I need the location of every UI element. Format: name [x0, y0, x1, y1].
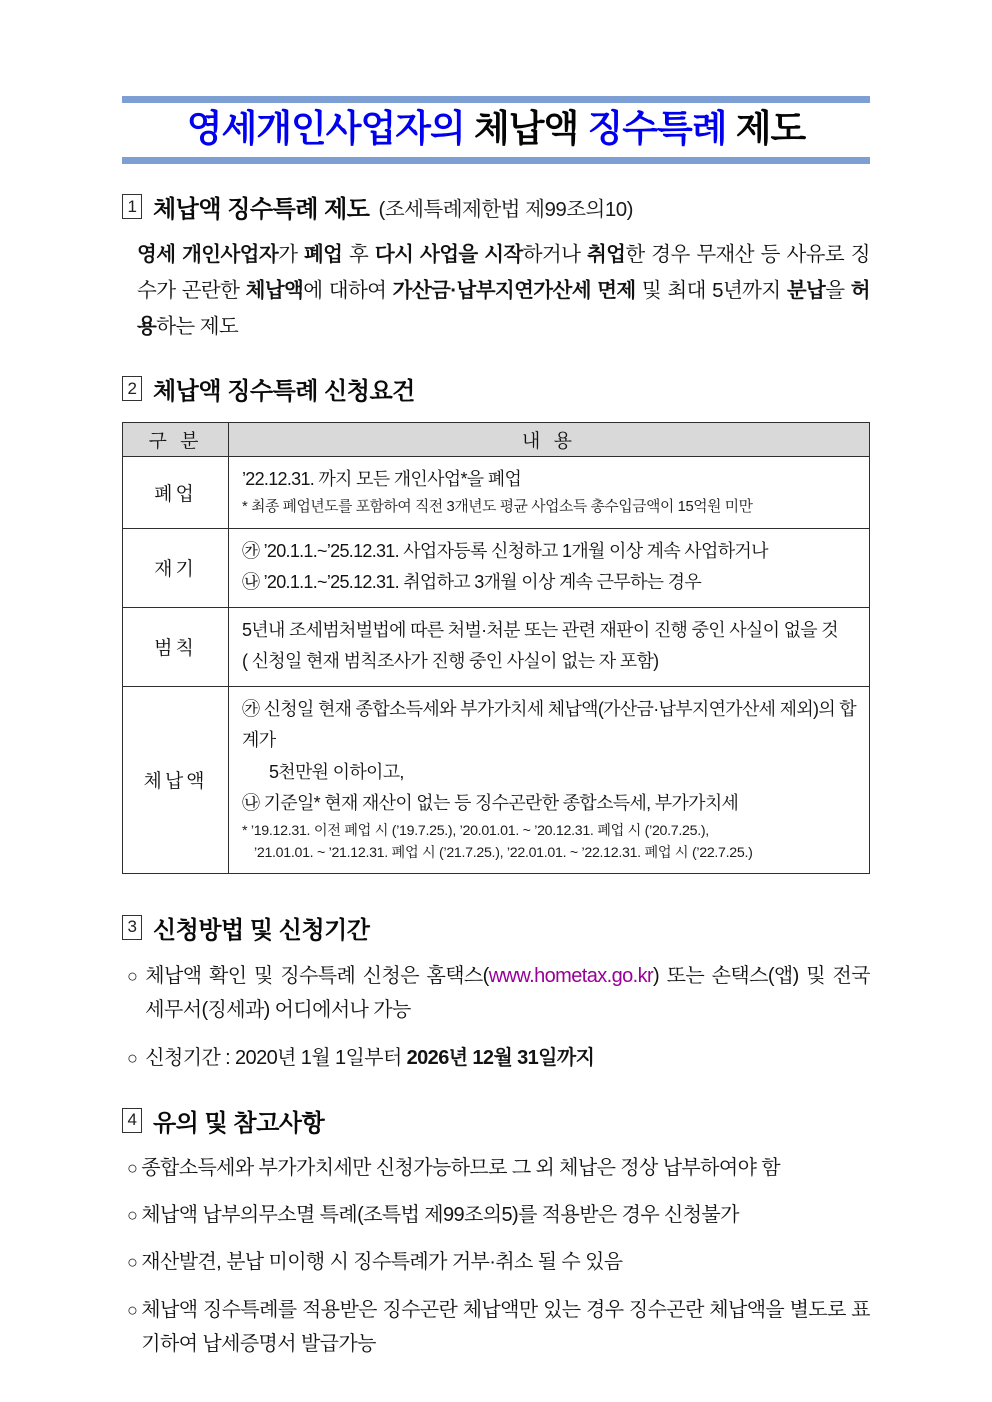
- table-footnote: ’21.01.01. ~ ’21.12.31. 폐업 시 (’21.7.25.), ’22.01.01. ~ ’22.12.31. 폐업 시 (’22.7.25.): [254, 845, 753, 862]
- row-label-restart: 재기: [123, 528, 229, 607]
- table-line: ’22.12.31. 까지 모든 개인사업*을 폐업: [242, 469, 522, 490]
- bullet-text: 체납액 징수특례를 적용받은 징수곤란 체납액만 있는 경우 징수곤란 체납액을 별도로 표기하여 납세증명서 발급가능: [141, 1298, 870, 1356]
- bullet-application-period: [127, 1041, 870, 1075]
- table-header-row: [123, 423, 870, 457]
- intro-segment: 가: [278, 243, 304, 267]
- requirements-table-body: [123, 457, 870, 873]
- requirements-table: [122, 422, 870, 873]
- section3-title: 신청방법 및 신청기간: [153, 916, 370, 944]
- bullet-segment-bold: 2026년 12월 31일까지: [406, 1047, 595, 1070]
- bullet-segment: 체납액 확인 및 징수특례 신청은 홈택스(: [145, 964, 489, 987]
- circle-bullet-icon: ○: [127, 1205, 138, 1226]
- title-segment-blue: 영세개인사업자의: [186, 108, 465, 149]
- bullet-note-3: [127, 1245, 870, 1279]
- intro-segment: 체납액: [245, 279, 304, 303]
- title-block: [122, 96, 870, 164]
- bullet-note-1: [127, 1151, 870, 1185]
- row-content-closure: [229, 457, 870, 528]
- row-content-restart: [229, 528, 870, 607]
- intro-segment: 영세 개인사업자: [137, 243, 279, 267]
- hometax-link[interactable]: www.hometax.go.kr: [488, 964, 654, 987]
- table-line: ㉯ 기준일* 현재 재산이 없는 등 징수곤란한 종합소득세, 부가가치세: [242, 793, 739, 814]
- bullet-segment: 신청기간 : 2020년 1월 1일부터: [145, 1047, 407, 1070]
- section4-number-box: 4: [122, 1108, 142, 1133]
- intro-segment: 에 대하여: [303, 279, 393, 303]
- table-header-category: 구 분: [123, 423, 229, 457]
- bullet-text: 체납액 납부의무소멸 특례(조특법 제99조의5)를 적용받은 경우 신청불가: [141, 1204, 739, 1227]
- circle-bullet-icon: ○: [127, 1048, 138, 1069]
- bullet-text: 종합소득세와 부가가치세만 신청가능하므로 그 외 체납은 정상 납부하여야 함: [141, 1156, 780, 1179]
- bullet-text: [145, 1041, 870, 1075]
- section-requirements: [122, 371, 870, 873]
- section-application: [122, 910, 870, 1076]
- section1-law-reference: (조세특례제한법 제99조의10): [378, 197, 633, 221]
- intro-segment: 취업: [586, 243, 626, 267]
- table-line: ㉮ ’20.1.1.~’25.12.31. 사업자등록 신청하고 1개월 이상 계속 사업하거나: [242, 540, 768, 561]
- overview-paragraph: [137, 237, 870, 345]
- row-label-offense: 범칙: [123, 607, 229, 686]
- section4-heading: [122, 1103, 870, 1138]
- table-header-content: 내 용: [229, 423, 870, 457]
- section3-heading: [122, 910, 870, 945]
- section2-number-box: 2: [122, 376, 142, 401]
- intro-segment: 허용: [137, 279, 870, 339]
- row-label-arrears: 체납액: [123, 686, 229, 873]
- section3-number-box: 3: [122, 915, 142, 940]
- table-line: 5천만원 이하이고,: [269, 761, 404, 782]
- intro-segment: 다시 사업을 시작: [374, 243, 523, 267]
- title-top-bar: [122, 96, 870, 103]
- intro-segment: 을: [825, 279, 851, 303]
- section4-title: 유의 및 참고사항: [153, 1109, 325, 1137]
- section-notes: [122, 1103, 870, 1362]
- intro-segment: 가산금·납부지연가산세 면제: [392, 279, 636, 303]
- section-overview: [122, 189, 870, 345]
- table-footnote: * ’19.12.31. 이전 폐업 시 (’19.7.25.), ’20.01.01. ~ ’20.12.31. 폐업 시 (’20.7.25.),: [242, 822, 709, 839]
- intro-segment: 분납: [786, 279, 826, 303]
- table-line: ㉯ ’20.1.1.~’25.12.31. 취업하고 3개월 이상 계속 근무하는 경우: [242, 572, 702, 593]
- row-content-offense: [229, 607, 870, 686]
- row-content-arrears: [229, 686, 870, 873]
- bullet-note-4: [127, 1293, 870, 1362]
- table-line: ㉮ 신청일 현재 종합소득세와 부가가치세 체납액(가산금·납부지연가산세 제외)의 합계가: [242, 698, 856, 751]
- intro-segment: 한 경우 무재산 등 사유로 징수가 곤란한: [137, 243, 870, 303]
- intro-segment: 하는 제도: [156, 315, 239, 339]
- intro-segment: 하거나: [522, 243, 587, 267]
- table-row-restart: [123, 528, 870, 607]
- title-segment-black: 체납액: [464, 108, 588, 149]
- table-row-arrears: [123, 686, 870, 873]
- bullet-note-2: [127, 1198, 870, 1232]
- table-line: ( 신청일 현재 범칙조사가 진행 중인 사실이 없는 자 포함): [242, 651, 659, 672]
- title-segment-blue: 징수특례: [587, 108, 727, 149]
- bullet-segment: ) 또는 손택스(앱) 및 전국 세무서(징세과) 어디에서나 가능: [145, 964, 870, 1021]
- bullet-text: 재산발견, 분납 미이행 시 징수특례가 거부·취소 될 수 있음: [141, 1251, 623, 1274]
- circle-bullet-icon: ○: [127, 1299, 138, 1320]
- title-bottom-bar: [122, 157, 870, 164]
- table-line: 5년내 조세범처벌법에 따른 처벌·처분 또는 관련 재판이 진행 중인 사실이 없을 것: [242, 619, 838, 640]
- section1-number-box: 1: [122, 194, 142, 219]
- section2-title: 체납액 징수특례 신청요건: [153, 378, 415, 406]
- section1-heading: [122, 189, 870, 224]
- circle-bullet-icon: ○: [127, 965, 138, 986]
- table-footnote: * 최종 폐업년도를 포함하여 직전 3개년도 평균 사업소득 총수입금액이 15억원 미만: [242, 498, 753, 515]
- table-row-offense: [123, 607, 870, 686]
- section1-title: 체납액 징수특례 제도: [153, 196, 370, 224]
- title-segment-black: 제도: [726, 108, 806, 149]
- bullet-text: [145, 959, 870, 1028]
- table-row-closure: [123, 457, 870, 528]
- row-label-closure: 폐업: [123, 457, 229, 528]
- intro-segment: 폐업: [303, 243, 343, 267]
- bullet-application-method: [127, 959, 870, 1028]
- intro-segment: 및 최대 5년까지: [635, 279, 787, 303]
- intro-segment: 후: [342, 243, 375, 267]
- requirements-table-head: [123, 423, 870, 457]
- document-title: [122, 103, 870, 157]
- circle-bullet-icon: ○: [127, 1252, 138, 1273]
- circle-bullet-icon: ○: [127, 1157, 138, 1178]
- section2-heading: [122, 371, 870, 406]
